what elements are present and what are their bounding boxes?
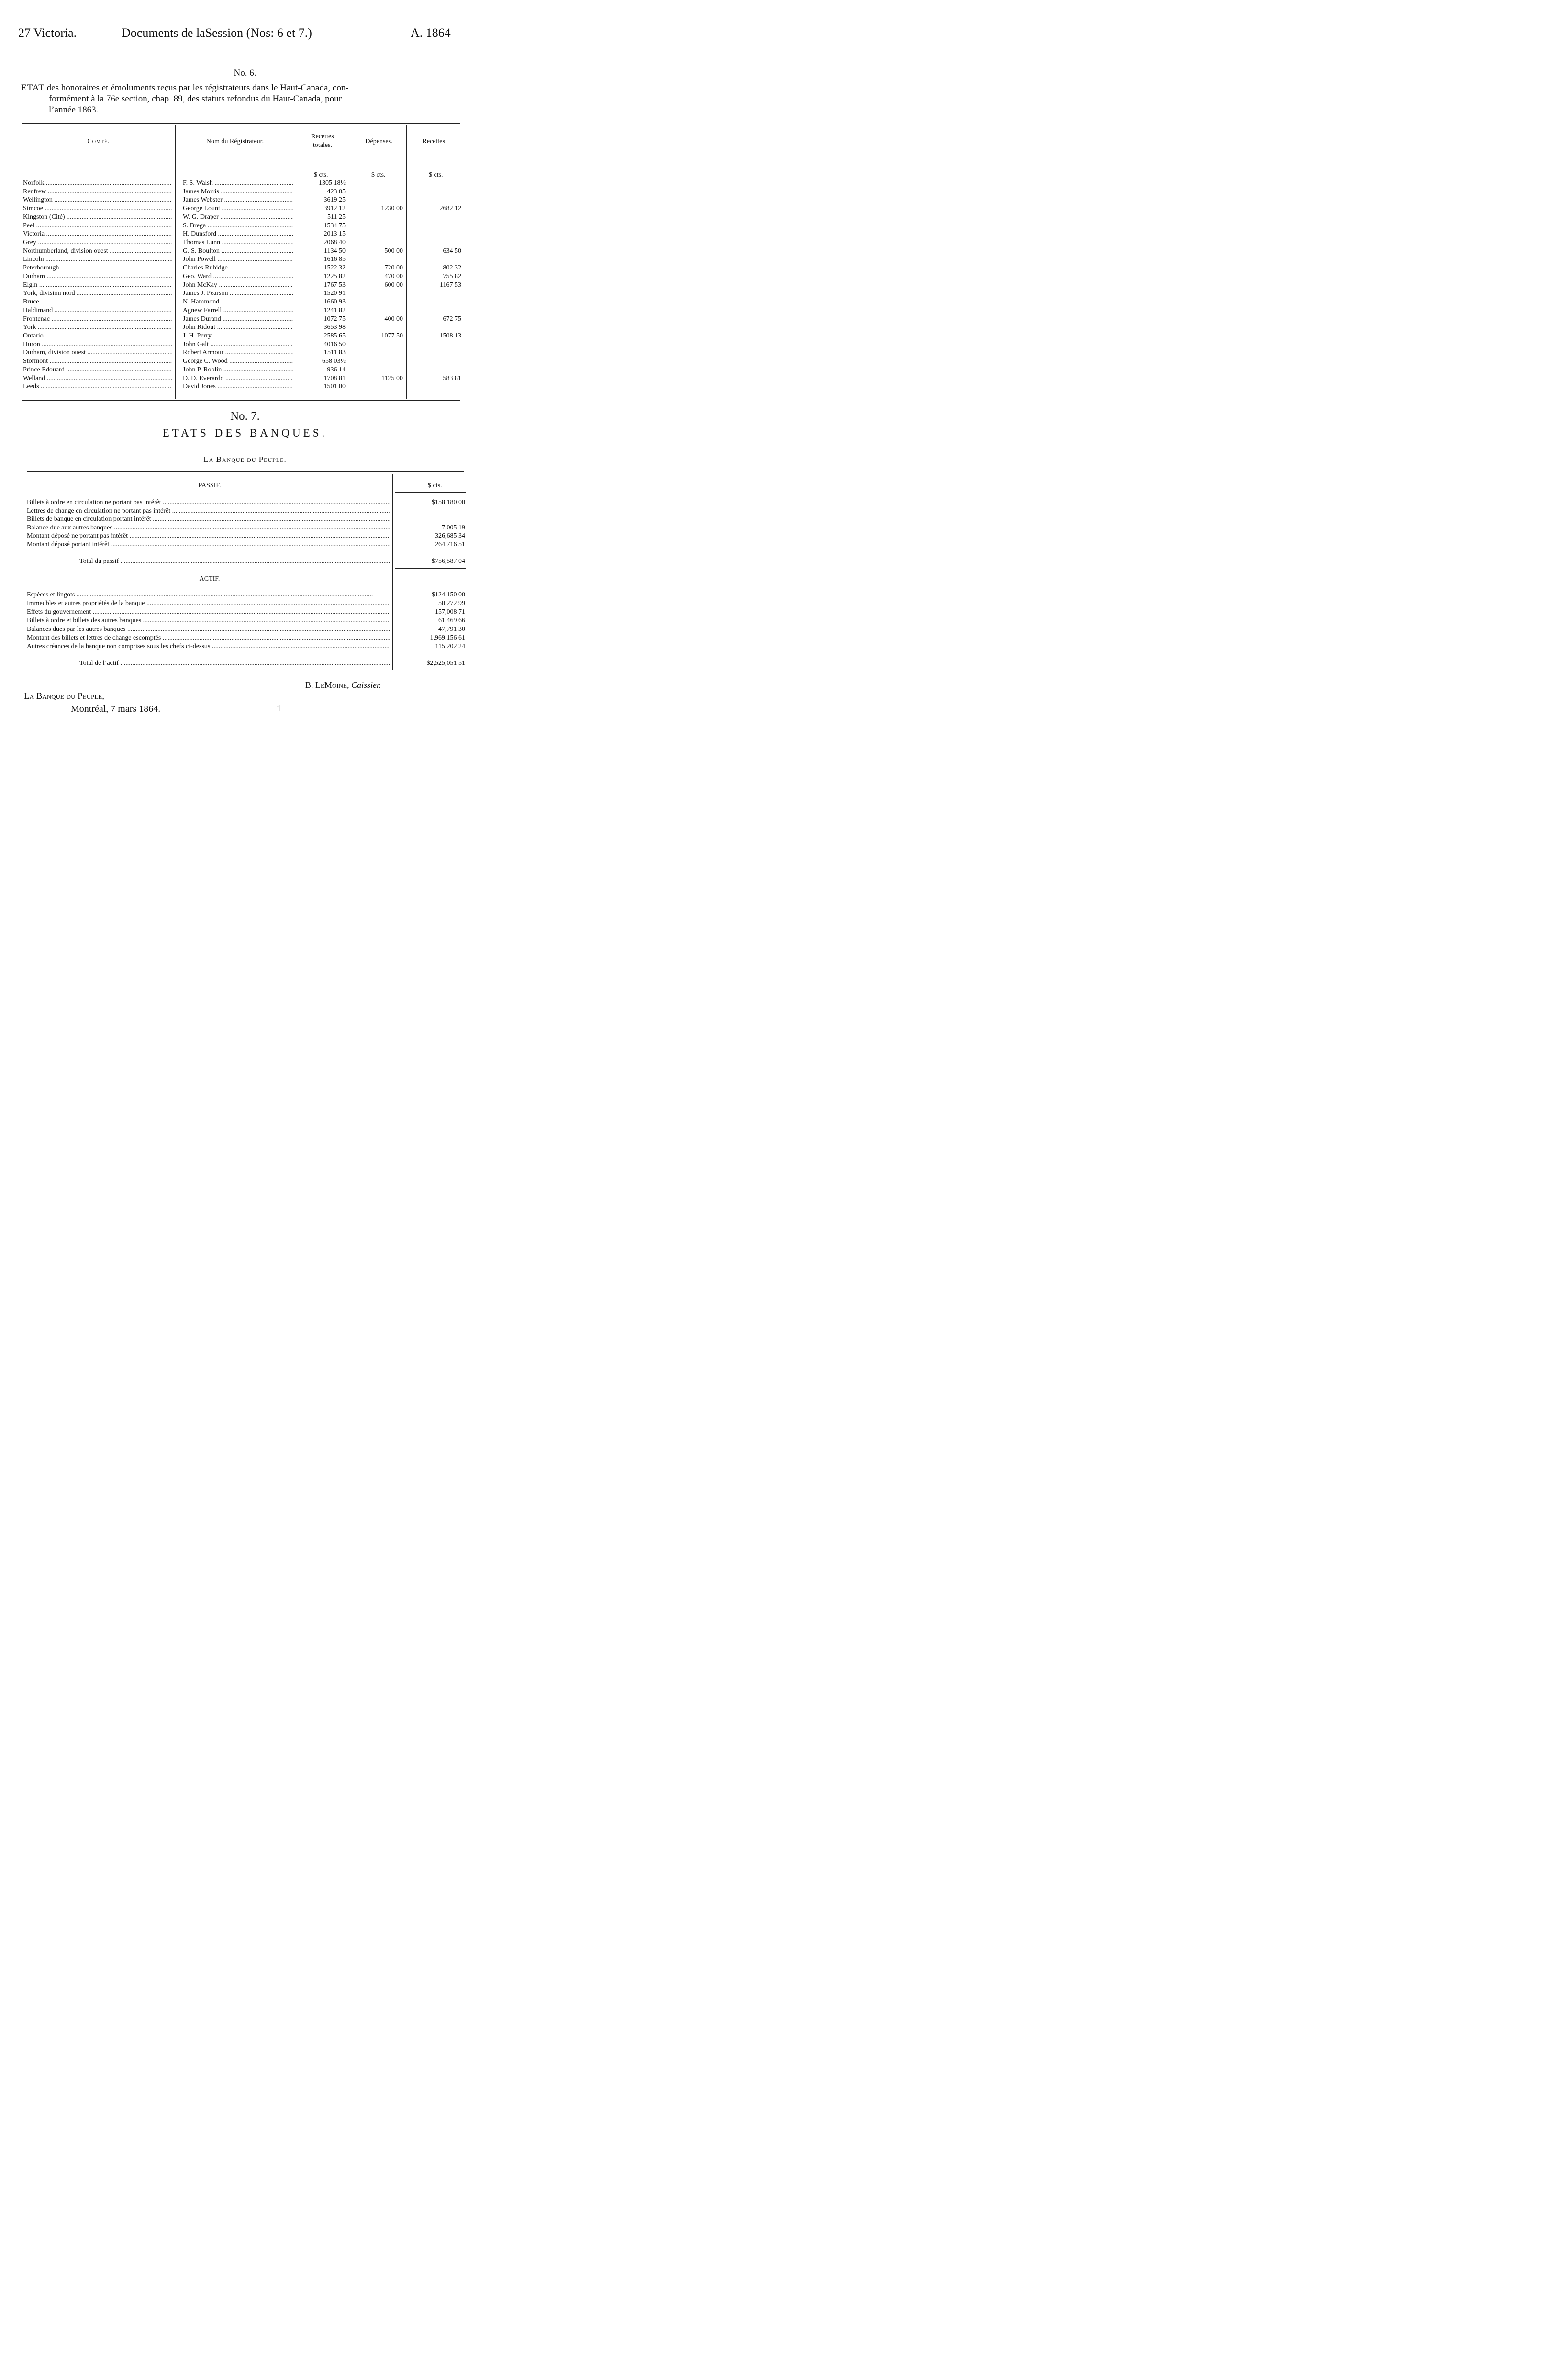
item-label: Billets à ordre et billets des autres banques .....	[27, 617, 390, 625]
section6-intro	[21, 82, 462, 115]
unit-amount: $ cts.	[428, 482, 442, 489]
registrar-cell: George C. Wood .....	[183, 357, 293, 365]
place-line2: Montréal, 7 mars 1864.	[71, 704, 161, 714]
total-cell: 1534 75	[323, 222, 346, 229]
list-item	[27, 524, 488, 532]
actif-total-line	[27, 659, 488, 668]
total-cell: 1520 91	[323, 290, 346, 297]
item-label: Espèces et lingots .....	[27, 591, 390, 599]
table-row	[0, 366, 490, 374]
page-number: 1	[277, 703, 281, 714]
table-row	[0, 382, 490, 391]
table-row	[0, 196, 490, 204]
expenses-cell: 1230 00	[381, 205, 403, 213]
total-cell: 3912 12	[323, 205, 346, 213]
receipts-cell: 634 50	[443, 247, 461, 255]
county-cell: Bruce .....	[23, 298, 172, 306]
registrar-cell: Thomas Lunn .....	[183, 238, 293, 247]
intro-line2: formément à la 76e section, chap. 89, des statuts refondus du Haut-Canada, pour	[49, 94, 342, 104]
table-row	[0, 315, 490, 323]
total-cell: 658 03½	[322, 358, 346, 365]
bank-name: La Banque du Peuple.	[203, 455, 287, 464]
expenses-cell: 1077 50	[381, 332, 403, 339]
signatory-name: B. LeMoine,	[305, 680, 349, 690]
intro-line1: des honoraires et émoluments reçus par les régistrateurs dans le Haut-Canada, con-	[46, 83, 349, 93]
list-item	[27, 540, 488, 549]
receipts-cell: 583 81	[443, 374, 461, 382]
registrar-cell: J. H. Perry .....	[183, 332, 293, 340]
table-row	[0, 272, 490, 281]
county-cell: Elgin .....	[23, 281, 172, 289]
item-amount: $158,180 00	[432, 499, 465, 506]
total-cell: 3619 25	[323, 196, 346, 204]
registrar-cell: W. G. Draper .....	[183, 213, 293, 221]
expenses-cell: 470 00	[384, 272, 403, 280]
county-cell: Kingston (Cité) .....	[23, 213, 172, 221]
list-item	[27, 507, 488, 516]
total-cell: 1660 93	[323, 298, 346, 306]
col-total-header-1: Recettes	[311, 133, 334, 140]
expenses-cell: 400 00	[384, 315, 403, 323]
table-row	[0, 179, 490, 187]
item-label: Montant déposé ne portant pas intérêt .....	[27, 532, 390, 540]
item-amount: 7,005 19	[442, 524, 465, 531]
item-amount: 115,202 24	[435, 643, 465, 650]
section7-number: No. 7.	[230, 410, 260, 423]
table-row	[0, 222, 490, 230]
list-item	[27, 591, 488, 599]
registrar-cell: S. Brega .....	[183, 222, 293, 230]
table-row	[0, 306, 490, 314]
table-row	[0, 230, 490, 238]
total-cell: 1241 82	[323, 306, 346, 314]
table-row	[0, 264, 490, 272]
county-cell: Renfrew .....	[23, 188, 172, 196]
item-label: Balance due aux autres banques .....	[27, 524, 390, 532]
county-cell: Durham .....	[23, 272, 172, 281]
passif-total-line	[27, 557, 488, 566]
list-item	[27, 599, 488, 608]
registrar-cell: John P. Roblin .....	[183, 366, 293, 374]
expenses-cell: 1125 00	[381, 374, 403, 382]
county-cell: Haldimand .....	[23, 306, 172, 314]
county-cell: Huron .....	[23, 340, 172, 348]
county-cell: Grey .....	[23, 238, 172, 247]
registrar-cell: John McKay .....	[183, 281, 293, 289]
list-item	[27, 515, 488, 524]
registrar-cell: N. Hammond .....	[183, 298, 293, 306]
receipts-cell: 2682 12	[439, 205, 461, 213]
actif-total-amount: $2,525,051 51	[426, 660, 465, 667]
table6-bottom-rule	[22, 400, 460, 401]
table-row	[0, 298, 490, 306]
total-cell: 2013 15	[323, 230, 346, 238]
table-row	[0, 255, 490, 263]
passif-total-rule	[395, 568, 466, 569]
item-amount: 47,791 30	[438, 626, 465, 633]
passif-total-label: Total du passif .....	[79, 557, 390, 566]
table-row	[0, 332, 490, 340]
table7-top-rule	[27, 471, 464, 472]
item-amount: 326,685 34	[435, 532, 465, 540]
table-row	[0, 374, 490, 382]
list-item	[27, 634, 488, 642]
county-cell: Lincoln .....	[23, 255, 172, 263]
expenses-cell: 600 00	[384, 281, 403, 289]
receipts-cell: 1508 13	[439, 332, 461, 339]
registrar-cell: James J. Pearson .....	[183, 289, 293, 297]
item-label: Billets à ordre en circulation ne portant pas intérêt .....	[27, 498, 390, 507]
county-cell: Prince Edouard .....	[23, 366, 172, 374]
unit-receipts: $ cts.	[429, 171, 443, 179]
col-expenses-header: Dépenses.	[365, 138, 393, 145]
item-label: Montant des billets et lettres de change escomptés .....	[27, 634, 390, 642]
county-cell: Northumberland, division ouest .....	[23, 247, 172, 255]
item-amount: 157,008 71	[435, 608, 465, 616]
county-cell: Ontario .....	[23, 332, 172, 340]
total-cell: 1072 75	[323, 315, 346, 323]
total-cell: 511 25	[327, 213, 346, 221]
registrar-cell: David Jones .....	[183, 382, 293, 391]
table-row	[0, 281, 490, 289]
header-center: Documents de laSession (Nos: 6 et 7.)	[122, 26, 312, 40]
total-cell: 2585 65	[323, 332, 346, 339]
item-label: Lettres de change en circulation ne portant pas intérêt .....	[27, 507, 390, 516]
item-amount: 61,469 66	[438, 617, 465, 624]
total-cell: 1225 82	[323, 272, 346, 280]
list-item	[27, 625, 488, 634]
registrar-cell: James Durand .....	[183, 315, 293, 323]
county-cell: Durham, division ouest .....	[23, 348, 172, 357]
county-cell: Wellington .....	[23, 196, 172, 204]
registrar-cell: Geo. Ward .....	[183, 272, 293, 281]
intro-line3: l’année 1863.	[49, 105, 99, 115]
total-cell: 3653 98	[323, 324, 346, 331]
county-cell: York .....	[23, 323, 172, 331]
total-cell: 423 05	[327, 188, 346, 195]
item-amount: $124,150 00	[432, 591, 465, 598]
table-row	[0, 357, 490, 365]
receipts-cell: 755 82	[443, 272, 461, 280]
section6-number: No. 6.	[234, 68, 256, 78]
table6-top-rule-2	[22, 123, 460, 124]
receipts-cell: 672 75	[443, 315, 461, 323]
total-cell: 4016 50	[323, 340, 346, 348]
item-label: Immeubles et autres propriétés de la banque .....	[27, 599, 390, 608]
table-row	[0, 213, 490, 221]
total-cell: 936 14	[327, 366, 346, 373]
registrar-cell: F. S. Walsh .....	[183, 179, 293, 187]
table-row	[0, 238, 490, 247]
signatory-title: Caissier.	[351, 680, 381, 690]
unit-expenses: $ cts.	[371, 171, 386, 179]
col-county-header: Comté.	[87, 138, 110, 145]
receipts-cell: 1167 53	[440, 281, 461, 289]
actif-total-label: Total de l’actif .....	[79, 659, 390, 668]
item-label: Billets de banque en circulation portant intérêt .....	[27, 515, 390, 524]
registrar-cell: H. Dunsford .....	[183, 230, 293, 238]
table-row	[0, 340, 490, 348]
header-left: 27 Victoria.	[18, 26, 77, 40]
expenses-cell: 500 00	[384, 247, 403, 255]
unit-rule	[395, 492, 466, 493]
col-total-header-2: totales.	[312, 142, 333, 149]
county-cell: Stormont .....	[23, 357, 172, 365]
registrar-cell: Agnew Farrell .....	[183, 306, 293, 314]
header-right: A. 1864	[411, 26, 451, 40]
table-row	[0, 188, 490, 196]
item-label: Balances dues par les autres banques .....	[27, 625, 390, 634]
total-cell: 1767 53	[323, 281, 346, 289]
table-row	[0, 323, 490, 331]
county-cell: Norfolk .....	[23, 179, 172, 187]
total-cell: 1501 00	[323, 383, 346, 391]
registrar-cell: John Powell .....	[183, 255, 293, 263]
registrar-cell: Robert Armour .....	[183, 348, 293, 357]
county-cell: Peterborough .....	[23, 264, 172, 272]
registrar-cell: D. D. Everardo .....	[183, 374, 293, 382]
table-row	[0, 247, 490, 255]
passif-total-amount: $756,587 04	[432, 558, 465, 565]
county-cell: Leeds .....	[23, 382, 172, 391]
total-cell: 1616 85	[323, 256, 346, 263]
total-cell: 1511 83	[324, 349, 346, 357]
item-amount: 264,716 51	[435, 541, 465, 548]
item-amount: 1,969,156 61	[430, 634, 465, 641]
list-item	[27, 608, 488, 617]
total-cell: 1708 81	[323, 374, 346, 382]
total-cell: 1134 50	[324, 247, 346, 255]
registrar-cell: John Galt .....	[183, 340, 293, 348]
item-label: Montant déposé portant intérêt .....	[27, 540, 390, 549]
county-cell: Simcoe .....	[23, 204, 172, 213]
item-label: Autres créances de la banque non comprises sous les chefs ci-dessus .....	[27, 642, 390, 651]
col-receipts-header: Recettes.	[422, 138, 447, 145]
list-item	[27, 532, 488, 540]
item-label: Effets du gouvernement .....	[27, 608, 390, 617]
registrar-cell: John Ridout .....	[183, 323, 293, 331]
registrar-cell: James Morris .....	[183, 188, 293, 196]
list-item	[27, 617, 488, 625]
expenses-cell: 720 00	[384, 264, 403, 272]
list-item	[27, 498, 488, 507]
signature	[305, 680, 381, 690]
county-cell: Frontenac .....	[23, 315, 172, 323]
intro-lead: ETAT	[21, 83, 45, 93]
passif-heading: PASSIF.	[198, 482, 221, 489]
list-item	[27, 642, 488, 651]
table-row	[0, 289, 490, 297]
total-cell: 1522 32	[323, 264, 346, 272]
receipts-cell: 802 32	[443, 264, 461, 272]
table-row	[0, 348, 490, 357]
county-cell: Welland .....	[23, 374, 172, 382]
place-line1: La Banque du Peuple,	[24, 691, 104, 701]
county-cell: Peel .....	[23, 222, 172, 230]
total-cell: 1305 18½	[319, 180, 346, 187]
registrar-cell: G. S. Boulton .....	[183, 247, 293, 255]
county-cell: York, division nord .....	[23, 289, 172, 297]
registrar-cell: James Webster .....	[183, 196, 293, 204]
section7-title: ETATS DES BANQUES.	[162, 427, 328, 439]
unit-total: $ cts.	[314, 171, 328, 179]
col-registrar-header: Nom du Régistrateur.	[206, 138, 264, 145]
item-amount: 50,272 99	[438, 600, 465, 607]
table-row	[0, 204, 490, 213]
actif-heading: ACTIF.	[199, 575, 220, 583]
registrar-cell: Charles Rubidge .....	[183, 264, 293, 272]
total-cell: 2068 40	[323, 239, 346, 247]
registrar-cell: George Lount .....	[183, 204, 293, 213]
county-cell: Victoria .....	[23, 230, 172, 238]
